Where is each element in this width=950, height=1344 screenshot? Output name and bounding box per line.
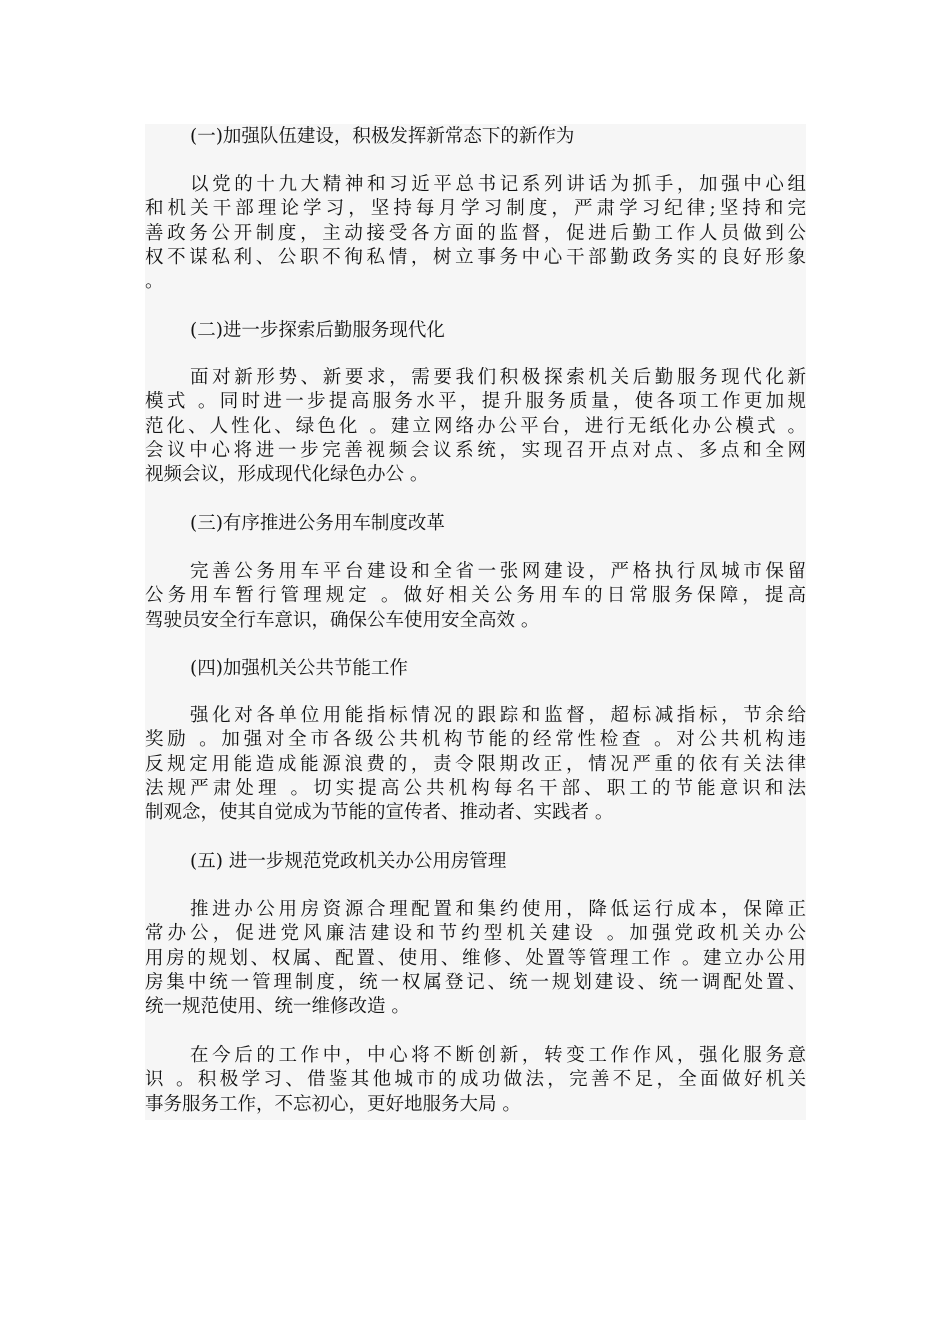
- paragraph-line: 法规严肃处理 。切实提高公共机构每名干部、职工的节能意识和法: [145, 777, 806, 799]
- paragraph-line: 在今后的工作中，中心将不断创新，转变工作作风，强化服务意: [190, 1045, 806, 1066]
- paragraph-line: 推进办公用房资源合理配置和集约使用，降低运行成本，保障正: [190, 899, 806, 920]
- paragraph-line: 制观念，使其自觉成为节能的宣传者、推动者、实践者 。: [145, 802, 614, 824]
- section-paragraph-4: [145, 704, 806, 825]
- paragraph-line: 会议中心将进一步完善视频会议系统，实现召开点对点、多点和全网: [145, 439, 806, 461]
- paragraph-line: 视频会议，形成现代化绿色办公 。: [145, 464, 429, 486]
- paragraph-line: 善政务公开制度，主动接受各方面的监督，促进后勤工作人员做到公: [145, 222, 806, 244]
- section-heading-4-text: (四)加强机关公共节能工作: [190, 658, 408, 679]
- paragraph-line: 反规定用能造成能源浪费的，责令限期改正，情况严重的依有关法律: [145, 753, 806, 775]
- closing-paragraph: [145, 1044, 806, 1117]
- section-heading-5-text: (五) 进一步规范党政机关办公用房管理: [190, 851, 507, 872]
- paragraph-line: 以党的十九大精神和习近平总书记系列讲话为抓手，加强中心组: [190, 174, 806, 195]
- paragraph-line: 统一规范使用、统一维修改造 。: [145, 996, 410, 1018]
- section-heading-2-text: (二)进一步探索后勤服务现代化: [190, 320, 445, 341]
- paragraph-line: 奖励 。加强对全市各级公共机构节能的经常性检查 。对公共机构违: [145, 729, 806, 751]
- section-heading-1: [145, 125, 806, 149]
- section-paragraph-2: [145, 366, 806, 487]
- section-paragraph-1: [145, 173, 806, 294]
- paragraph-line: 常办公，促进党风廉洁建设和节约型机关建设 。加强党政机关办公: [145, 923, 806, 945]
- paragraph-line: 面对新形势、新要求，需要我们积极探索机关后勤服务现代化新: [190, 367, 806, 388]
- paragraph-line: 房集中统一管理制度，统一权属登记、统一规划建设、统一调配处置、: [145, 971, 806, 993]
- section-heading-4: [145, 657, 806, 681]
- section-paragraph-5: [145, 898, 806, 1019]
- paragraph-line: 和机关干部理论学习，坚持每月学习制度，严肃学习纪律;坚持和完: [145, 198, 806, 220]
- section-heading-5: [145, 850, 806, 874]
- paragraph-line: 。: [145, 271, 164, 293]
- section-heading-3-text: (三)有序推进公务用车制度改革: [190, 513, 445, 534]
- paragraph-line: 强化对各单位用能指标情况的跟踪和监督，超标减指标，节余给: [190, 705, 806, 726]
- paragraph-line: 驾驶员安全行车意识，确保公车使用安全高效 。: [145, 609, 540, 631]
- paragraph-line: 事务服务工作，不忘初心，更好地服务大局 。: [145, 1093, 521, 1115]
- document-page: [145, 124, 806, 1120]
- section-heading-3: [145, 512, 806, 536]
- section-heading-2: [145, 319, 806, 343]
- paragraph-line: 公务用车暂行管理规定 。做好相关公务用车的日常服务保障，提高: [145, 585, 806, 607]
- paragraph-line: 权不谋私利、公职不徇私情，树立事务中心干部勤政务实的良好形象: [145, 246, 806, 268]
- paragraph-line: 范化、人性化、绿色化 。建立网络办公平台，进行无纸化办公模式 。: [145, 415, 806, 437]
- section-paragraph-3: [145, 560, 806, 633]
- paragraph-line: 用房的规划、权属、配置、使用、维修、处置等管理工作 。建立办公用: [145, 947, 806, 969]
- paragraph-line: 完善公务用车平台建设和全省一张网建设，严格执行凤城市保留: [190, 561, 806, 582]
- section-heading-1-text: (一)加强队伍建设，积极发挥新常态下的新作为: [190, 126, 575, 147]
- paragraph-line: 识 。积极学习、借鉴其他城市的成功做法，完善不足，全面做好机关: [145, 1069, 806, 1091]
- paragraph-line: 模式 。同时进一步提高服务水平，提升服务质量，使各项工作更加规: [145, 391, 806, 413]
